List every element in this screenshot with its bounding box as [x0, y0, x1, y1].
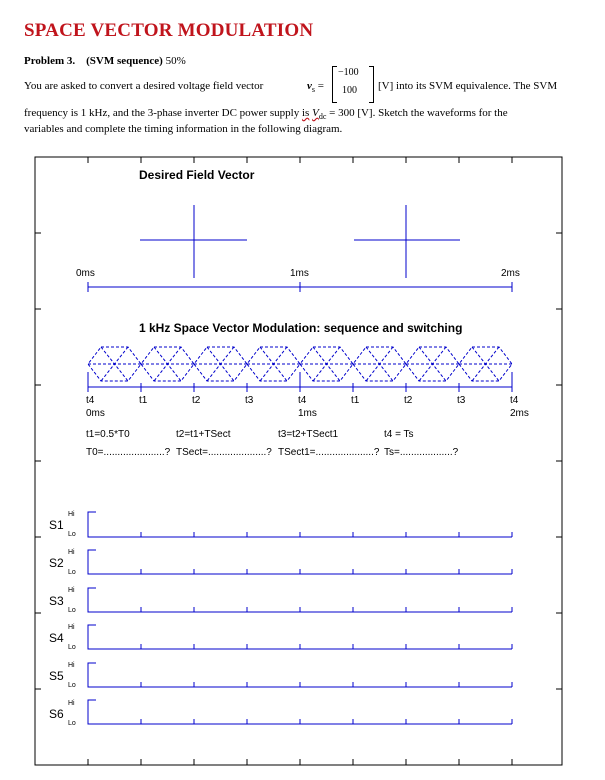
hexagon-6: [353, 347, 406, 381]
waveform-s3: [88, 588, 512, 612]
formula-t3: t3=t2+TSect1: [278, 429, 339, 440]
top-tick-2ms: 2ms: [501, 268, 520, 279]
waveform-s1: [88, 512, 512, 537]
problem-weight: 50%: [165, 55, 186, 67]
hexagon-8: [459, 347, 512, 381]
seq-tick-t1-b: t1: [351, 395, 360, 406]
blank-tsect[interactable]: TSect=.....................?: [176, 447, 272, 458]
blank-t0[interactable]: T0=......................?: [86, 447, 171, 458]
seq-tick-t2-a: t2: [192, 395, 201, 406]
signal-s6-label: S6: [49, 707, 64, 721]
top-tick-1ms: 1ms: [290, 268, 309, 279]
waveform-s4: [88, 625, 512, 649]
seq-tick-t2-b: t2: [404, 395, 413, 406]
waveform-s2: [88, 550, 512, 574]
problem-name: (SVM sequence): [86, 55, 163, 67]
hexagon-1: [88, 347, 141, 381]
hexagon-5: [300, 347, 353, 381]
seq-tick-t3-b: t3: [457, 395, 466, 406]
field-vector-title: Desired Field Vector: [139, 168, 255, 182]
signal-s4-label: S4: [49, 631, 64, 645]
signal-s1-lo: Lo: [68, 531, 76, 538]
signal-s6-hi: Hi: [68, 700, 75, 707]
blank-ts[interactable]: Ts=...................?: [384, 447, 459, 458]
waveform-s6: [88, 700, 512, 724]
line1-text-b: [V] into its SVM equivalence. The SVM: [378, 80, 558, 92]
signal-s6-lo: Lo: [68, 720, 76, 727]
line1-text-a: You are asked to convert a desired voltage field vector: [24, 80, 264, 92]
switch-waveforms: [88, 512, 512, 724]
page-title: SPACE VECTOR MODULATION: [24, 20, 314, 41]
top-tick-0ms: 0ms: [76, 268, 95, 279]
time-tick-2ms: 2ms: [510, 408, 529, 419]
signal-s1-hi: Hi: [68, 511, 75, 518]
signal-s2-label: S2: [49, 556, 64, 570]
formula-t2: t2=t1+TSect: [176, 429, 231, 440]
signal-s5-label: S5: [49, 669, 64, 683]
hexagon-2: [141, 347, 194, 381]
signal-s3-lo: Lo: [68, 607, 76, 614]
signal-s4-hi: Hi: [68, 624, 75, 631]
formula-t4: t4 = Ts: [384, 429, 414, 440]
vector-bottom-value: 100: [342, 85, 357, 96]
seq-tick-t4-a: t4: [86, 395, 95, 406]
line2-text-b: = 300 [V]. Sketch the waveforms for the: [329, 107, 508, 119]
top-time-axis: [88, 282, 512, 292]
line2-text-a: frequency is 1 kHz, and the 3-phase inverter DC power supply: [24, 107, 300, 119]
hexagon-4: [247, 347, 300, 381]
seq-tick-t4-b: t4: [298, 395, 307, 406]
signal-s5-hi: Hi: [68, 662, 75, 669]
waveform-s5: [88, 663, 512, 687]
paragraph-line-2: frequency is 1 kHz, and the 3-phase inverter DC power supply is $V_{dc} = 300$ [V]. Sketch the waveforms for the: [24, 107, 508, 122]
signal-s3-hi: Hi: [68, 587, 75, 594]
signal-s2-lo: Lo: [68, 569, 76, 576]
seq-tick-t3-a: t3: [245, 395, 254, 406]
formula-t1: t1=0.5*T0: [86, 429, 130, 440]
frame-ticks: [35, 157, 562, 765]
signal-s2-hi: Hi: [68, 549, 75, 556]
sequence-axis: [88, 372, 512, 392]
time-tick-1ms: 1ms: [298, 408, 317, 419]
hexagon-3: [194, 347, 247, 381]
paragraph-line-3: variables and complete the timing information in the following diagram.: [24, 123, 343, 135]
signal-s1-label: S1: [49, 518, 64, 532]
vector-symbol: $v_s$ =: [307, 80, 324, 95]
vdc-symbol: V: [312, 107, 319, 119]
signal-s4-lo: Lo: [68, 644, 76, 651]
svm-title: 1 kHz Space Vector Modulation: sequence and switching: [139, 321, 463, 335]
line2-is: is: [301, 107, 310, 119]
signal-s3-label: S3: [49, 594, 64, 608]
diagram-frame: [35, 157, 562, 765]
blank-tsect1[interactable]: TSect1=.....................?: [278, 447, 380, 458]
time-tick-0ms: 0ms: [86, 408, 105, 419]
signal-s5-lo: Lo: [68, 682, 76, 689]
seq-tick-t4-c: t4: [510, 395, 519, 406]
hexagon-7: [406, 347, 459, 381]
vector-top-value: −100: [338, 67, 359, 78]
problem-label: Problem 3.: [24, 55, 76, 67]
seq-tick-t1-a: t1: [139, 395, 148, 406]
